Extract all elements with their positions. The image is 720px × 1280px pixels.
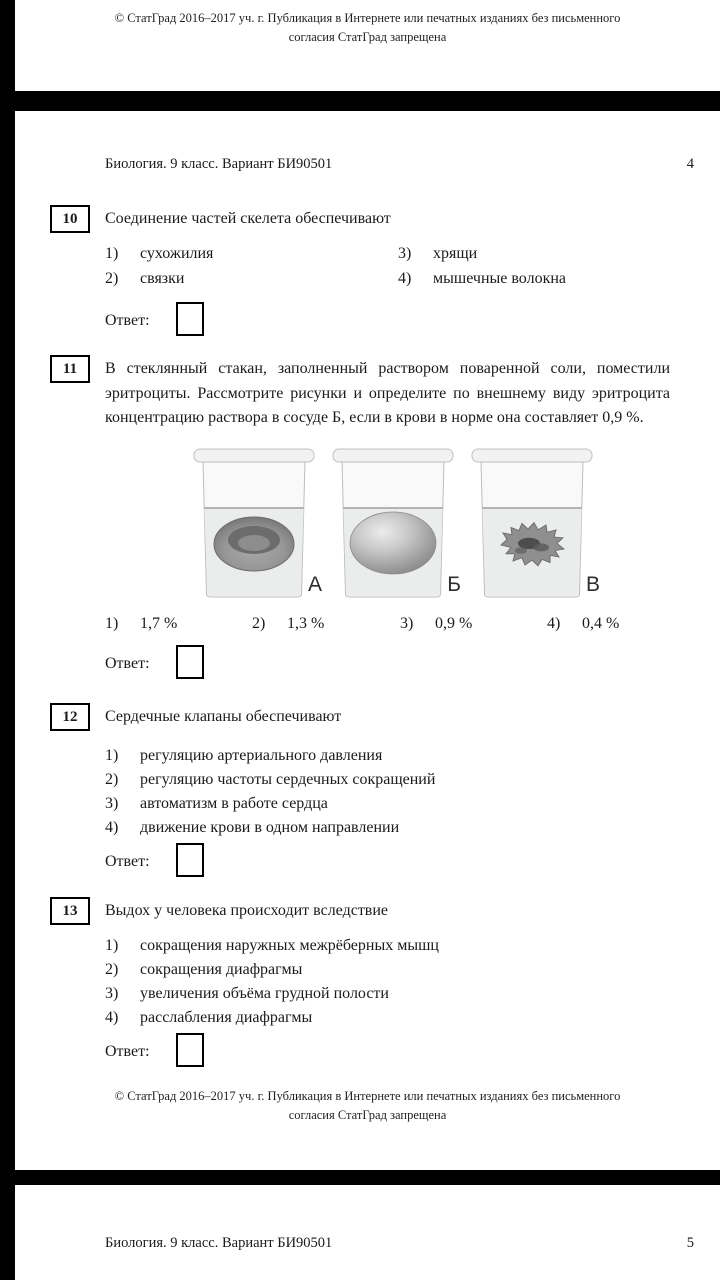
question-number-box: 11: [50, 355, 90, 383]
answer-label: Ответ:: [105, 655, 150, 672]
option-2: 2) связки: [105, 270, 185, 287]
option-4: 4) движение крови в одном направлении: [105, 819, 400, 836]
beaker-b-drawing: [332, 448, 454, 600]
option-3: 3) автоматизм в работе сердца: [105, 795, 328, 812]
beaker-b: [332, 448, 461, 600]
beaker-v-label: В: [585, 573, 600, 596]
page-header: [105, 156, 694, 173]
option-2: 2) регуляцию частоты сердечных сокращений: [105, 771, 436, 788]
answer-label: Ответ:: [105, 312, 150, 329]
divider-bar-bottom: [0, 1170, 720, 1185]
answer-label: Ответ:: [105, 1043, 150, 1060]
option-4: 4) расслабления диафрагмы: [105, 1009, 313, 1026]
answer-box: [176, 1033, 204, 1067]
question-number-box: 12: [50, 703, 90, 731]
copyright-line2: согласия СтатГрад запрещена: [288, 1108, 447, 1122]
question-10: [0, 205, 720, 355]
question-text: Выдох у человека происходит вследствие: [105, 902, 389, 919]
question-text: Сердечные клапаны обеспечивают: [105, 708, 342, 725]
option-3: 3) хрящи: [398, 245, 478, 262]
beaker-v: [471, 448, 600, 600]
option-2: 2) сокращения диафрагмы: [105, 961, 303, 978]
option-1: 1) регуляцию артериального давления: [105, 747, 383, 764]
answer-box: [176, 645, 204, 679]
erythrocyte-swollen-icon: [350, 512, 436, 574]
beakers-figure: [193, 448, 600, 600]
question-text: Соединение частей скелета обеспечивают: [105, 210, 391, 227]
page-title: Биология. 9 класс. Вариант БИ90501: [105, 156, 333, 172]
option-4: 4) 0,4 %: [547, 615, 620, 632]
copyright-line1: © СтатГрад 2016–2017 уч. г. Публикация в Интернете или печатных изданиях без письменного: [114, 11, 621, 25]
option-1: 1) 1,7 %: [105, 615, 178, 632]
option-4: 4) мышечные волокна: [398, 270, 567, 287]
copyright-top: [15, 9, 720, 47]
page-number: 4: [686, 156, 694, 172]
beaker-b-label: Б: [447, 573, 461, 596]
question-11: [0, 355, 720, 690]
question-number-box: 13: [50, 897, 90, 925]
question-12: [0, 703, 720, 903]
question-13: [0, 897, 720, 1077]
beaker-a-drawing: [193, 448, 315, 600]
erythrocyte-biconcave-icon: [214, 517, 294, 571]
footer-title: Биология. 9 класс. Вариант БИ90501: [105, 1235, 333, 1251]
option-2: 2) 1,3 %: [252, 615, 325, 632]
page-footer: [105, 1235, 694, 1252]
beaker-a-label: А: [307, 573, 322, 596]
beaker-v-drawing: [471, 448, 593, 600]
copyright-bottom: [15, 1087, 720, 1125]
copyright-line2: согласия СтатГрад запрещена: [288, 30, 447, 44]
footer-page-number: 5: [686, 1235, 694, 1251]
beaker-a: [193, 448, 322, 600]
option-3: 3) 0,9 %: [400, 615, 473, 632]
question-text: В стеклянный стакан, заполненный раствором поваренной соли, поместили эритроциты. Рассмотрите рисунки и определите по внешнему виду эритроцита концентрацию раствора в сосуде Б, если в крови в норме она составляет 0,9 %.: [105, 360, 670, 427]
option-3: 3) увеличения объёма грудной полости: [105, 985, 389, 1002]
answer-box: [176, 843, 204, 877]
answer-box: [176, 302, 204, 336]
copyright-line1: © СтатГрад 2016–2017 уч. г. Публикация в Интернете или печатных изданиях без письменного: [114, 1089, 621, 1103]
answer-label: Ответ:: [105, 853, 150, 870]
question-number-box: 10: [50, 205, 90, 233]
option-1: 1) сухожилия: [105, 245, 214, 262]
option-1: 1) сокращения наружных межрёберных мышц: [105, 937, 439, 954]
divider-bar-top: [0, 91, 720, 111]
